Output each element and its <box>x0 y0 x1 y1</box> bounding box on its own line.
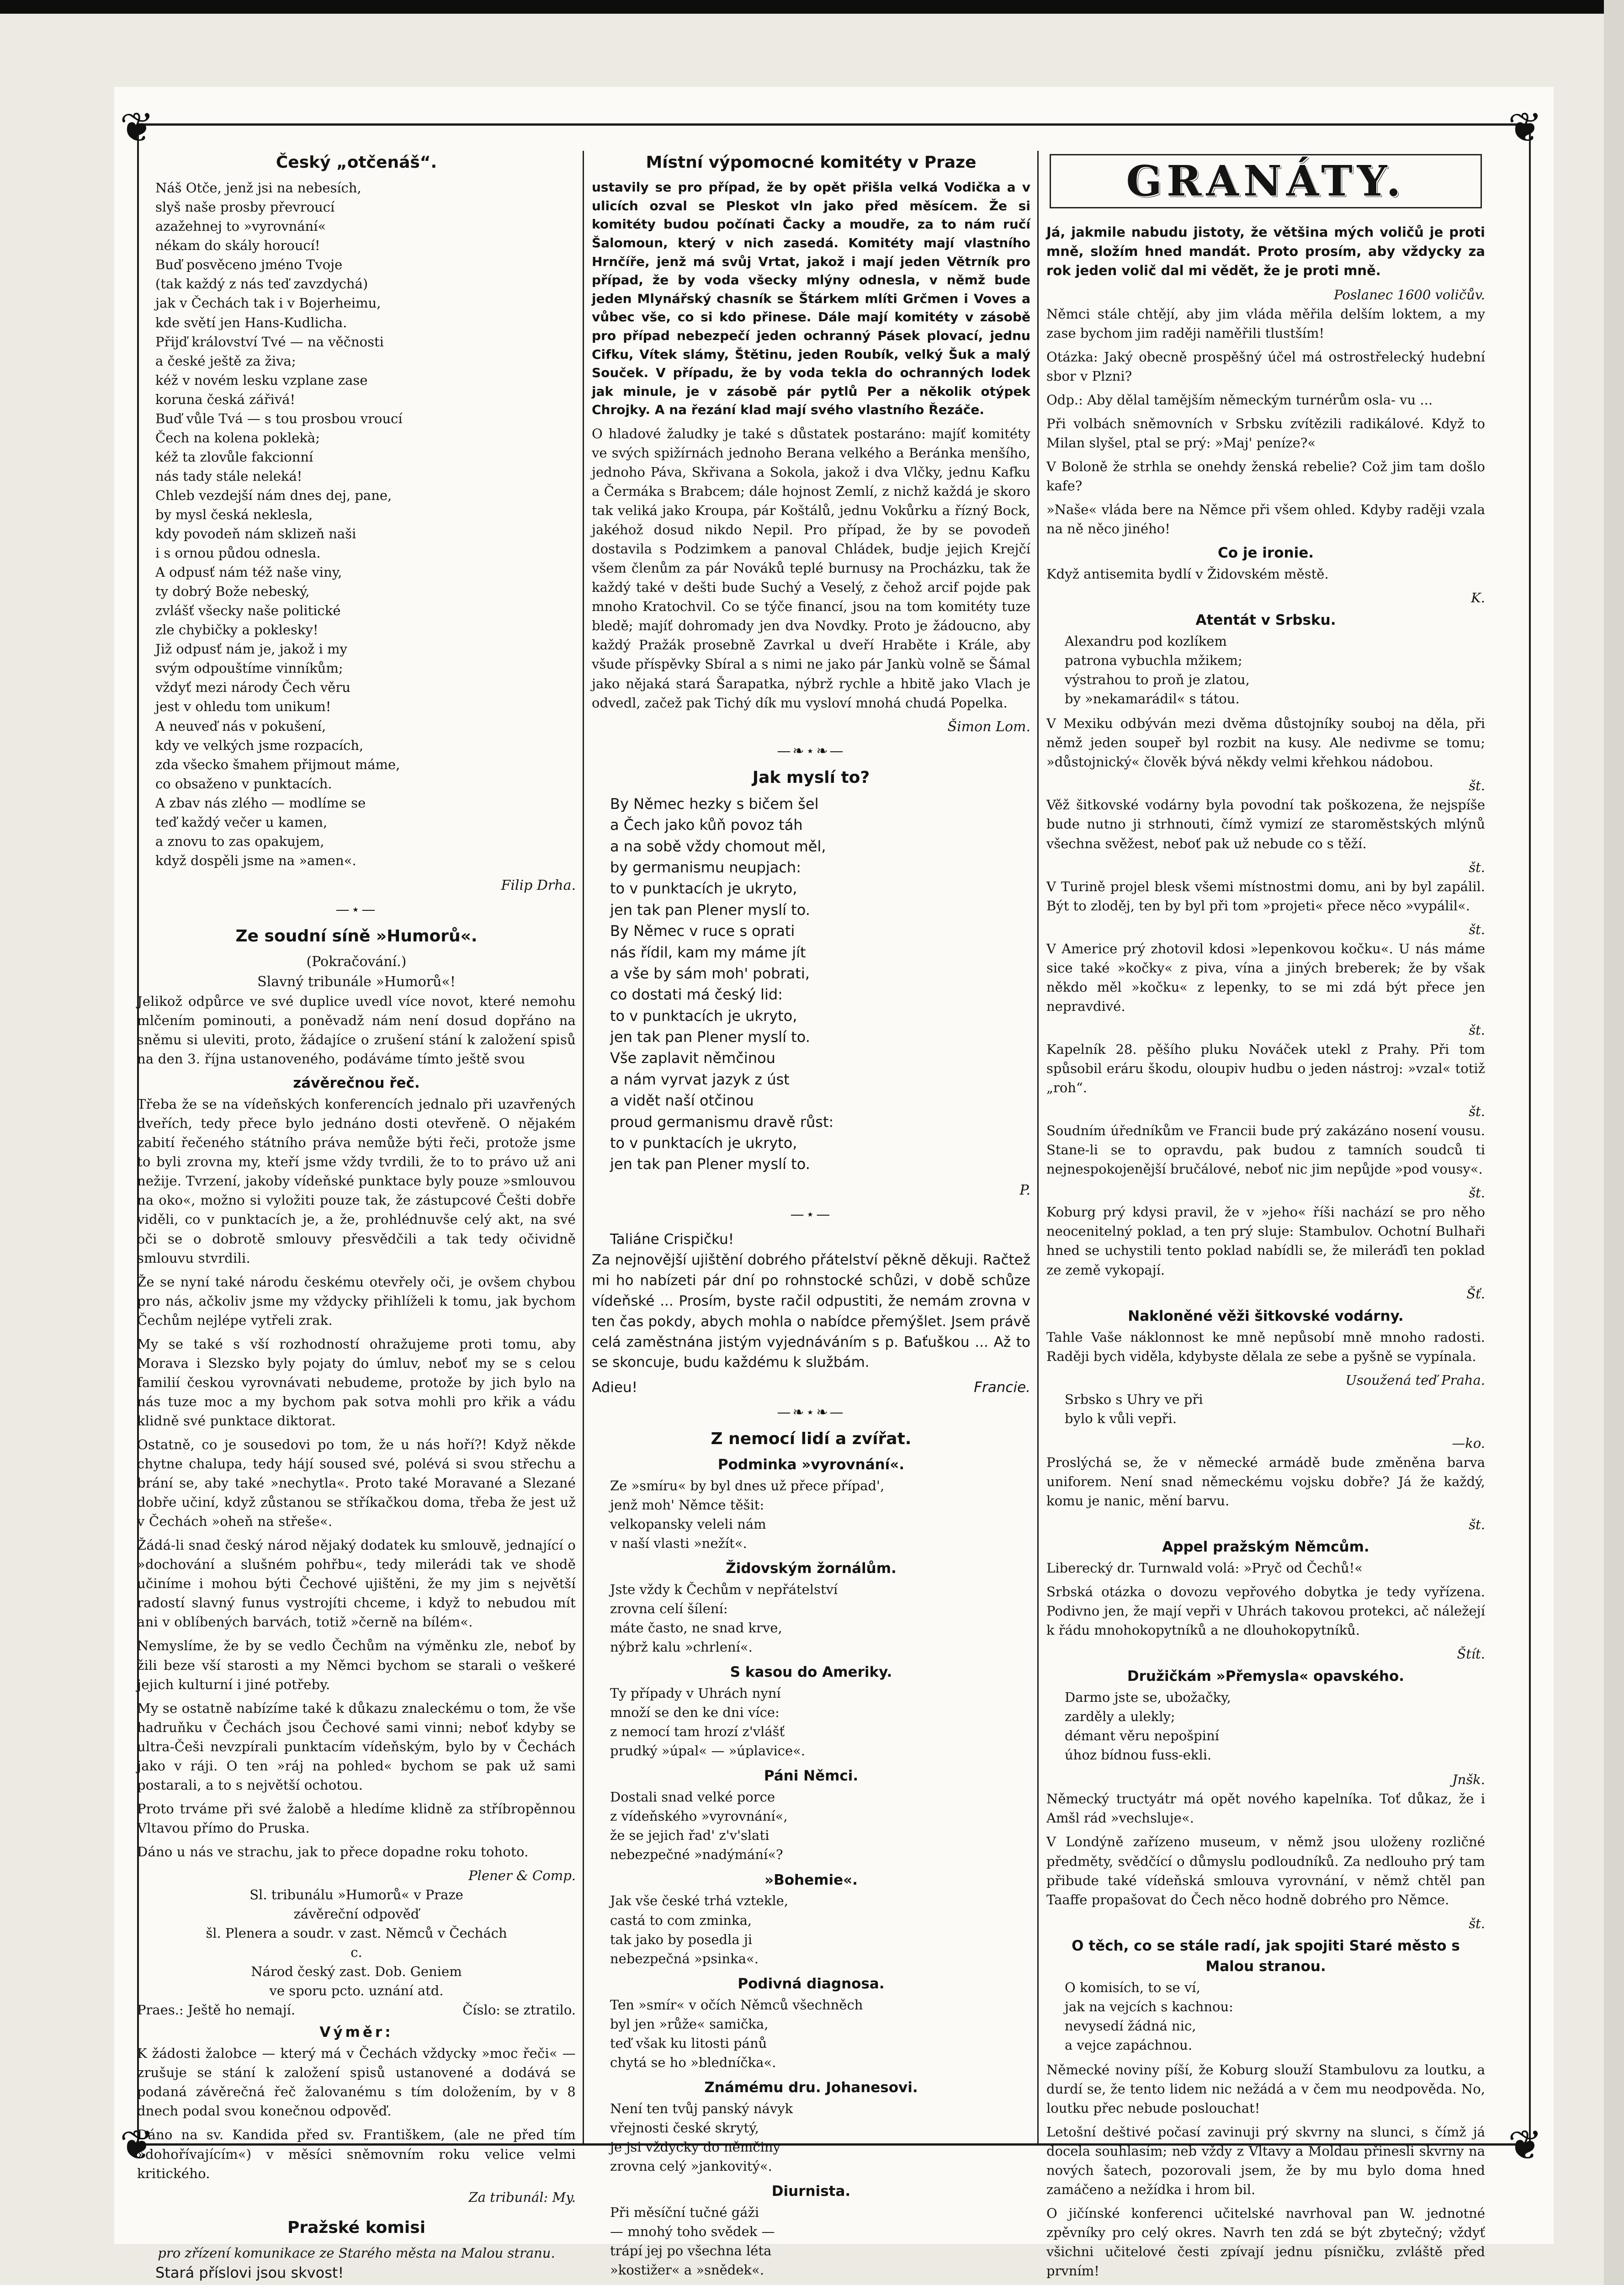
court-paragraph: Proto trváme při své žalobě a hledíme klidně za stříbropěnnou Vltavou přímo do Pruska. <box>137 1801 576 1836</box>
komise-subtitle: pro zřízení komunikace ze Starého města na Malou stranu. <box>158 2245 555 2261</box>
column-1 <box>137 151 576 2285</box>
granat-item: Já, jakmile nabudu jistoty, že většina mých voličů je proti mně, složím hned mandát. Proto prosím, aby vždycky za rok jeden volič dal mi vědět, že je proti mně. <box>1046 224 1485 279</box>
court-paragraph: Třeba že se na vídeňských konferencích jednalo při uzavřených dveřích, tedy přece bylo jednáno dosti otevřeně. O nějakém zabití řečeného státního práva nemůže býti řeči, protože jsme to byli zrovna my, kteří jsme vždy tvrdili, že to to právo už ani nežije. Tvrzení, jakoby vídeňské punktace byly pouze »smlouvou na oko«, možno si vyložiti pouze tak, že zástupcové Češti dobře viděli, co v punktacích je, a že, prohlédnuvše celý akt, na své oči se o dobrotě smlouvy přesvědčili a tak tedy očividně smlouvu stvrdili. <box>137 1096 576 1266</box>
court-paragraph: Ostatně, co je sousedovi po tom, že u nás hoří?! Když někde chytne chalupa, tedy hájí soused své, polévá si svou střechu a brání se, aby také »nechytla«. Proto také Moravané a Slezané dobře učiní, když zůstanou se stříkačkou doma, třeba že jest už v Čechách »oheň na střeše«. <box>137 1436 576 1530</box>
granat-item: Srbská otázka o dovozu vepřového dobytka je tedy vyřízena. Podivno jen, že mají vepři v Uhrách takovou protekci, ač náležejí k řádu mnohokopytníků a ne dlouhokopytníků. <box>1046 1584 1485 1638</box>
nemoci-verse: Jak vše české trhá vztekle, castá to com zminka, tak jako by posedla ji nebezpečná »psinka«. <box>610 1893 788 1966</box>
nemoci-verse: Ze »smíru« by byl dnes už přece případ', jenž moh' Němce těšit: velkopansky veleli nám v naší vlasti »nežít«. <box>610 1477 885 1552</box>
court-title: Ze soudní síně »Humorů«. <box>235 926 478 946</box>
granat-verse: Alexandru pod kozlíkem patrona vybuchla mžikem; výstrahou to proň je zlatou, by »nekamarádil« s tátou. <box>1065 633 1250 707</box>
granat-item: V Londýně zařízeno museum, v němž jsou uloženy rozličné předměty, svědčící o důmyslu podloudníků. Za nedlouho prý tam přibude také vídeňská smlouva vyrovnání, v němž chtěl pan Taaffe propašovat do Čech něco hodně dobrého pro Němce. <box>1046 1834 1485 1908</box>
column-2 <box>592 151 1030 2285</box>
granat-item: Věž šitkovské vodárny byla povodní tak poškozena, že nejspíše bude nutno ji strhnouti, čímž vymizí ze staroměstských mlýnů všechna svěžest, neboť pak už nebude co s těží. <box>1046 797 1485 851</box>
granat-heading: Nakloněné věži šitkovské vodárny. <box>1128 1307 1404 1324</box>
granat-signature: —ko. <box>1452 1435 1485 1451</box>
granat-item: Soudním úředníkům ve Francii bude prý zakázáno nosení vousu. Stane-li se to opravdu, pak budou z tamních soudců ti nejnespokojenější bručálové, neboť nic jim nepůjde »pod vousy«. <box>1046 1123 1485 1177</box>
granat-heading: Družičkám »Přemysla« opavského. <box>1127 1668 1405 1685</box>
court-salutation: Slavný tribunále »Humorů«! <box>257 973 456 990</box>
court-paragraph: Nemyslíme, že by se vedlo Čechům na výměnku zle, neboť by žili beze vší starosti a my Němci bychom se starali o veškeré jejich kulturní i jiné potřeby. <box>137 1638 576 1692</box>
granat-verse: Srbsko s Uhry ve při bylo k vůli vepři. <box>1065 1391 1203 1426</box>
komise-poem: Stará příslovi jsou skvost! <box>155 2264 344 2281</box>
court-paragraph: My se také s vší rozhodností ohražujeme proti tomu, aby Morava i Slezsko byly pojaty do úmluv, neboť my se s celou familií českou vyrovnávati nebudeme, protože by jich bylo na nás tuze moc a my bychom pak sotva mohli pro křik a vádu klidně své punktace diktorat. <box>137 1336 576 1429</box>
poem-signature: Filip Drha. <box>501 877 576 893</box>
court-number: Číslo: se ztratilo. <box>462 2002 576 2018</box>
nemoci-subheading: Známému dru. Johanesovi. <box>704 2079 918 2096</box>
poem-body: Náš Otče, jenž jsi na nebesích, slyš naše prosby převroucí azažehnej to »vyrovnání« nékam do skály horoucí! Buď posvěceno jméno Tvoje (tak každý z nás teď zavzdychá) jak v Čechách tak i v Bojerheimu, kde světí jen Hans-Kudlicha. Přijď království Tvé — na věčnosti a české ještě za živa; kéž v novém lesku vzplane zase koruna česká zářivá! Buď vůle Tvá — s tou prosbou vroucí Čech na kolena poklekà; kéž ta zlovůle fakcionní nás tady stále neleká! Chleb vezdejší nám dnes dej, pane, by mysl česká neklesla, kdy povodeň nám sklizeň naši i s ornou půdou odnesla. A odpusť nám též naše viny, ty dobrý Bože nebeský, zvlášť všecky naše politické zle chybičky a poklesky! Již odpusť nám je, jakož i my svým odpouštíme vinníkům; vždyť mezi národy Čech věru jest v ohledu tom unikum! A neuveď nás v pokušení, kdy ve velkých jsme rozpacích, zda všecko šmahem přijmout máme, co obsaženo v punktacích. A zbav nás zlého — modlíme se teď každý večer u kamen, a znovu to zas opakujem, když dospěli jsme na »amen«. <box>155 180 403 868</box>
komise-title: Pražské komisi <box>287 2218 426 2237</box>
nemoci-subheading: Diurnista. <box>771 2183 851 2200</box>
court-paragraph: Že se nyní také národu českému otevřely oči, je ovšem chybou pro nás, ačkoliv jsme my vždycky přihlíželi k tomu, jak bychom Čechům nejlépe vytřeli zrak. <box>137 1274 576 1328</box>
corner-ornament-bottom-right: ❦ <box>1508 2121 1543 2169</box>
komitety-title: Místní výpomocné komitéty v Praze <box>646 153 977 172</box>
nemoci-title: Z nemocí lidí a zvířat. <box>711 1429 912 1448</box>
granat-signature: K. <box>1471 590 1485 606</box>
nemoci-verse: Není ten tvůj panský návyk vřejnosti české skrytý, je jsi vždycky do němčiny zrovna celý »jankovitý«. <box>610 2100 793 2174</box>
nemoci-subheading: Podminka »vyrovnání«. <box>717 1456 905 1473</box>
granat-item: »Naše« vláda bere na Němce při všem ohled. Kdyby raději vzala na ně něco jiného! <box>1046 502 1485 537</box>
court-continued: (Pokračování.) <box>306 954 407 970</box>
court-paragraph: K žádosti žalobce — který má v Čechách vždycky »moc řeči« — zrušuje se stání k založení spisů ustanovené a dodává se podaná závěrečná řeč žalovanému s tím doložením, by v 8 dnech podal svou konečnou odpověď. <box>137 2046 576 2119</box>
taliane-signature: Francie. <box>974 1379 1030 1396</box>
corner-ornament-bottom-left: ❦ <box>120 2121 154 2169</box>
granat-item: Německé noviny píší, že Koburg slouží Stambulovu za loutku, a durdí se, že tento lidem nic nežádá a v čem mu neodpověda. No, loutku přec nebude poslouchat! <box>1046 2062 1485 2116</box>
granat-heading: Co je ironie. <box>1218 545 1314 562</box>
right-frame-rule <box>1529 123 1531 2146</box>
granat-signature: št. <box>1469 1185 1485 1201</box>
granat-item: Odp.: Aby dělal tamějším německým turnérům osla- vu ... <box>1046 392 1433 408</box>
granat-signature: št. <box>1469 859 1485 875</box>
granat-item: Němci stále chtějí, aby jim vláda měřila delším loktem, a my zase bychom jim raději naměřili tlustším! <box>1046 306 1485 341</box>
granat-item: Liberecký dr. Turnwald volá: »Pryč od Čechů!« <box>1046 1560 1363 1576</box>
separator: —⋆— <box>335 902 377 918</box>
corner-ornament-top-right: ❦ <box>1508 104 1543 152</box>
granat-item: Proslýchá se, že v německé armádě bude změněna barva uniforem. Není snad německému vojsku dobře? Já že každý, komu je nanic, mění barvu. <box>1046 1454 1485 1509</box>
komitety-signature: Šimon Lom. <box>947 718 1030 735</box>
granat-item: Kapelník 28. pěšího pluku Nováček utekl z Prahy. Při tom spůsobil eráru škodu, oloupiv hudbu o jeden nástroj: »vzal« totiž „roh“. <box>1046 1042 1485 1096</box>
separator: —⋆— <box>790 1206 832 1223</box>
granat-item: V Turině projel blesk všemi místnostmi domu, ani by byl zapálil. Být to zloděj, ten by byl při tom »projeti« přece něco »vypálil«. <box>1046 878 1485 914</box>
granat-heading: O těch, co se stále radí, jak spojiti Staré město s Malou stranou. <box>1072 1937 1460 1975</box>
nemoci-verse: Při měsíční tučné gáži — mnohý toho svědek — trápí jej po všechna léta »kostižer« a »snědek«. <box>610 2204 775 2278</box>
court-paragraph: Dáno u nás ve strachu, jak to přece dopadne roku tohoto. <box>137 1844 529 1860</box>
granat-item: V Boloně že strhla se onehdy ženská rebelie? Což jim tam došlo kafe? <box>1046 458 1485 494</box>
court-paragraph: My se ostatně nabízíme také k důkazu znaleckému o tom, že vše hadruňku v Čechách jsou Čechové sami vinni; neboť kdyby se ultra-Češi nevzpírali punktacím vídeňským, bylo by v Čechách jako v ráji. O ten »ráj na pohled« bychom se pak už sami postarali, a to s největší ochotou. <box>137 1700 576 1793</box>
jak-signature: P. <box>1019 1182 1030 1198</box>
granat-signature: št. <box>1469 921 1485 937</box>
granat-signature: Štít. <box>1457 1646 1485 1662</box>
court-signature: Za tribunál: My. <box>468 2189 576 2205</box>
granat-heading: Appel pražským Němcům. <box>1162 1539 1369 1556</box>
granat-item: Tahle Vaše náklonnost ke mně nepůsobí mně mnoho radosti. Raději bych viděla, kdybyste dělala ze sebe a pyšně se vypínala. <box>1046 1329 1485 1364</box>
jak-poem: By Němec hezky s bičem šel a Čech jako kůň povoz táh a na sobě vždy chomout měl, by germanismu neupjach: to v punktacích je ukryto, jen tak pan Plener myslí to. By Němec v ruce s oprati nás řídil, kam my máme jít a vše by sám moh' pobrati, co dostati má český lid: to v punktacích je ukryto, jen tak pan Plener myslí to. Vše zaplavit němčinou a nám vyrvat jazyk z úst a vidět naší otčinou proud germanismu dravě růst: to v punktacích je ukryto, jen tak pan Plener myslí to. <box>610 795 834 1173</box>
separator: —❧⋆❧— <box>777 743 845 760</box>
court-paragraph: Dáno na sv. Kandida před sv. Františkem, (ale ne před tím »dohořívajícím«) v měsíci sněmovním roku velice velmi kritického. <box>137 2127 576 2181</box>
court-praes: Praes.: Ještě ho nemají. <box>137 2002 296 2018</box>
granat-verse: O komisích, to se ví, jak na vejcích s kachnou: nevysedí žádná nic, a vejce zapáchnou. <box>1065 1979 1233 2053</box>
nemoci-subheading: Podivná diagnosa. <box>738 1975 885 1992</box>
granat-item: V Mexiku odbýván mezi dvěma důstojníky souboj na děla, při němž jeden soupeř byl rozbit na kusy. Ale nedivme se tomu; »důstojnický« člověk bývá někdy velmi křehkou nádobou. <box>1046 716 1485 770</box>
granat-signature: št. <box>1469 1516 1485 1532</box>
granat-signature: št. <box>1469 1104 1485 1120</box>
nemoci-subheading: »Bohemie«. <box>764 1871 858 1888</box>
nemoci-verse: Ten »smír« v očích Němců všechněch byl jen »růže« samička, teď však ku litosti pánů chytá se ho »bledníčka«. <box>610 1997 863 2070</box>
corner-ornament-top-left: ❦ <box>120 104 154 152</box>
court-paragraph: Jelikož odpůrce ve své duplice uvedl více novot, které nemohu mlčením pominouti, a poněvadž nám není dosud dopřáno na sněmu si uleviti, proto, žádajíce o zrušení stání k založení spisů na den 3. října ustanoveného, podáváme tímto ještě svou <box>137 994 576 1067</box>
nemoci-subheading: S kasou do Ameriky. <box>730 1664 892 1681</box>
poem-title: Český „otčenáš“. <box>276 153 437 172</box>
granat-item: Když antisemita bydlí v Židovském městě. <box>1046 566 1329 582</box>
komitety-paragraph: O hladové žaludky je také s důstatek postaráno: majíť komitéty ve svých spižírnách jednoho Berana velkého a Beránka menšího, jednoho Páva, Skřivana a Sokola, jakož i dva Vlčky, jednu Kafku a Čermáka s Brabcem; dále hojnost Zemlí, z nichž každá je skoro tak veliká jako Kroupa, pár Koštálů, jednu Vokůrku a řízný Bock, jakéhož dosud nikdo Nepil. Pro případ, že by se povodeň dostavila s Podzimkem a panoval Chládek, budje jejich Krejčí všem členům za pár Nováků teplé burnusy na Procházku, tak že každý také v dešti bude Suchý a Veselý, z čehož arcif pojde pak mnoho Kratochvil. Co se týče financí, jsou na tom komitéty tuze bledě; majíť dohromady jen dva Novdky. Proto je žádoucno, aby každý Pražák prosebně Zavrkal u dveří Hraběte i Krále, aby všude příspěvky Sbíral a s nimi ne jako pár Jankù volně se Šámal jako nějaká stará Šarapatka, nýbrž rychle a hbitě jako Vlach je odvedl, začež pak Tichý dík mu vysloví mnohá chudá Popelka. <box>592 425 1030 711</box>
taliane-adieu: Adieu! <box>592 1379 638 1396</box>
column-divider-2 <box>1037 151 1039 2143</box>
granat-signature: Šť. <box>1466 1286 1485 1302</box>
court-verdict-heading: Výměr: <box>319 2024 393 2041</box>
nemoci-verse: Ty případy v Uhrách nyní množí se den ke dni více: z nemocí tam hrozí z'vlášť prudký »úpal« — »úplavice«. <box>610 1685 806 1759</box>
nemoci-verse: Jste vždy k Čechům v nepřátelství zrovna celí šílení: máte často, ne snad krve, nýbrž kalu »chrlení«. <box>610 1582 838 1655</box>
granat-item: V Americe prý zhotovil kdosi »lepenkovou kočku«. U nás máme sice také »kočky« z piva, vína a jiných breberek; že by však někdo měl »kočku« z lepenky, to se mi zdá být přece jen nepravdivé. <box>1046 941 1485 1014</box>
column-divider-1 <box>583 151 584 2143</box>
column-3 <box>1046 151 1485 2285</box>
masthead-granaty: GRANÁTY. <box>1046 151 1485 212</box>
jak-title: Jak myslí to? <box>752 768 870 787</box>
court-paragraph: Žádá-li snad český národ nějaký dodatek ku smlouvě, jednající o »dochování a slušném pohřbu«, tedy milerádi tak ve shodě učiníme i mohou býti Čechové ujištěni, že my jim s největší radostí slavný funus vystrojíti chceme, i když to nebudou mít ani v oblíbených barvách, totiž »černě na bílém«. <box>137 1537 576 1630</box>
top-frame-rule <box>137 123 1531 126</box>
granat-signature: št. <box>1469 778 1485 794</box>
granat-item: O jičínské konferenci učitelské navrhoval pan W. jednotné zpěvníky pro celý okres. Navrh ten zdá se být zbytečný; vždyť všichni učitelové česti zpívají jednu písničku, zvláště před prvním! <box>1046 2205 1485 2279</box>
granat-item: Německý tructyátr má opět nového kapelníka. Toť důkaz, že i Amšl rád »vechsluje«. <box>1046 1791 1485 1826</box>
nemoci-subheading: Páni Němci. <box>764 1768 859 1785</box>
court-subheading: závěrečnou řeč. <box>293 1075 420 1092</box>
taliane-heading: Taliáne Crispičku! <box>610 1231 734 1248</box>
court-signature: Plener & Comp. <box>468 1867 576 1883</box>
granat-verse: Darmo jste se, ubožačky, zarděly a ulekly; démant věru nepošpiní úhoz bídnou fuss-ekli. <box>1065 1690 1231 1763</box>
granat-signature: št. <box>1469 1915 1485 1931</box>
granat-item: Při volbách sněmovních v Srbsku zvítězili radikálové. Když to Milan slyšel, ptal se prý: »Maj' peníze?« <box>1046 415 1485 451</box>
nemoci-subheading: Židovským žornálům. <box>726 1560 897 1577</box>
granat-item: Koburg prý kdysi pravil, že v »jeho« říši nachází se pro něho neocenitelný poklad, a ten prý sluje: Stambulov. Ochotní Bulhaři hned se uchystili tento poklad nabídli se, že mileráďi ten poklad ze země vykopají. <box>1046 1204 1485 1278</box>
court-address: Sl. tribunálu »Humorů« v Praze závěreční odpověď šl. Plenera a soudr. v zast. Němců v Čechách c. Národ český zast. Dob. Geniem ve sporu pcto. uznání atd. <box>206 1887 507 1999</box>
granat-heading: Atentát v Srbsku. <box>1195 612 1336 629</box>
granat-item: Otázka: Jaký obecně prospěšný účel má ostrostřelecký hudební sbor v Plzni? <box>1046 349 1485 384</box>
komitety-paragraph: ustavily se pro případ, že by opět přišla velká Vodička a v ulicích ozval se Pleskot vln jako před měsícem. Že si komitéty budou počínati Čacky a moudře, za to nám ručí Šalomoun, který v nich zasedá. Komitéty mají vlastního Hrnčíře, jenž má svůj Vrtat, jakož i mají jeden Větrník pro případ, že by voda všecky mlýny odnesla, v němž bude jeden Mlynářský chasník se Štárkem mlíti Grčmen i Voves a vůbec vše, co si kdo přinese. Dále mají komitéty v zásobě pro případ nebezpečí jeden ochranný Pásek plovací, jednu Cifku, Vítek slámy, Štětinu, jeden Roubík, velký Šuk a malý Souček. V případu, že by voda tekla do ochranných lodek jak minule, je v zásobě pár pytlů Per a několik otýpek Chrojky. A na řezání klad mají svého vlastního Řezáče. <box>592 180 1030 418</box>
granat-signature: Usoužená teď Praha. <box>1345 1372 1485 1388</box>
granat-signature: Jnšk. <box>1452 1772 1485 1788</box>
granat-signature: št. <box>1469 1022 1485 1038</box>
taliane-paragraph: Za nejnovější ujištění dobrého přátelství pěkně děkuji. Račtež mi ho nabízeti pár dní po rohnstocké schůzi, v době schůze vídeňské ... Prosím, byste račil odpustiti, že nemám zrovna v ten čas pokdy, abych mohla o nabídce přemýšlet. Jsem právě celá zaměstnána jistým vyjednáváním s p. Baťuškou ... Až to se skoncuje, budu každému k službám. <box>592 1251 1030 1371</box>
nemoci-verse: Dostali snad velké porce z vídeňského »vyrovnání«, že se jejich řad' z'v'slati nebezpečné »nadýmání«? <box>610 1789 788 1863</box>
separator: —❧⋆❧— <box>777 1404 845 1421</box>
granat-item: Letošní deštivé počasí zavinuji prý skvrny na slunci, s čímž já docela souhlasím; neb vždy z Vltavy a Moldau přinesli skvrny na nových šatech, pozorovali jsem, že by mu bylo doma hned zamáčeno a nežídka i hrom bil. <box>1046 2124 1485 2198</box>
granat-signature: Poslanec 1600 voličův. <box>1333 287 1485 303</box>
